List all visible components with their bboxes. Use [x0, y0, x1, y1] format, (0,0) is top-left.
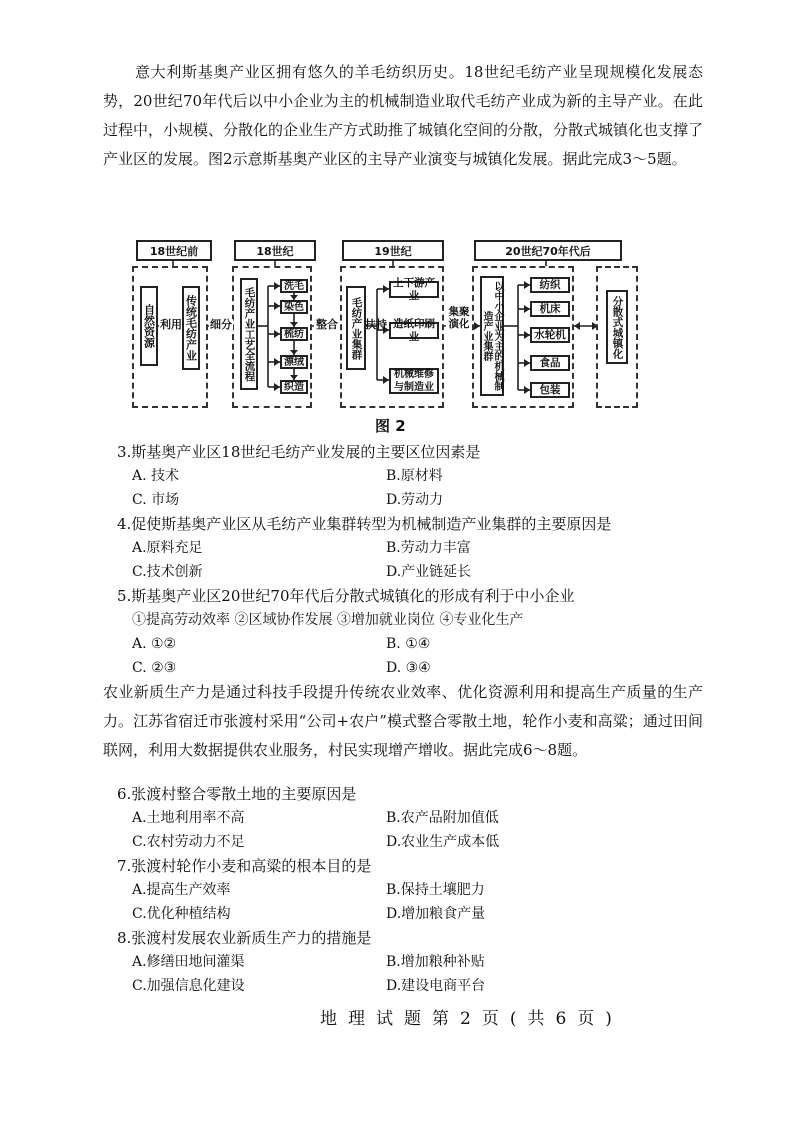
q5-option-d: D. ③④: [386, 660, 431, 676]
c20-food: 食品: [530, 355, 570, 371]
question-7: 7.张渡村轮作小麦和高粱的根本目的是: [117, 857, 372, 875]
q6-option-d: D.农业生产成本低: [386, 834, 500, 850]
question-6: 6.张渡村整合零散土地的主要原因是: [117, 785, 357, 803]
c19-paper: 造纸印刷业: [389, 322, 439, 339]
machinery-cluster-box: 以中小企业为主的机械制造产业集群: [480, 276, 504, 396]
q7-option-a: A.提高生产效率: [132, 882, 231, 898]
step-bleach: 漂绒: [280, 355, 308, 369]
figure-2-diagram: [0, 0, 800, 430]
page-footer: 地理试题第2页(共6页): [320, 1009, 623, 1029]
c20-packaging: 包装: [530, 382, 570, 398]
q6-option-c: C.农村劳动力不足: [132, 834, 245, 850]
q7-option-c: C.优化种植结构: [132, 906, 231, 922]
use-label: 利用: [160, 318, 182, 331]
support-label: 扶持: [365, 318, 387, 331]
traditional-industry-box: 传统毛纺产业: [182, 286, 200, 370]
header-before-18c: 18世纪前: [136, 240, 212, 261]
step-spin: 梳纺: [280, 327, 308, 341]
step-wash: 洗毛: [280, 279, 308, 293]
craft-process-box: 毛纺产业工艺全流程: [240, 278, 258, 390]
q5-option-c: C. ②③: [132, 660, 177, 676]
q4-option-c: C.技术创新: [132, 564, 203, 580]
header-19c: 19世纪: [342, 240, 444, 261]
step-dye: 染色: [280, 300, 308, 314]
question-3: 3.斯基奥产业区18世纪毛纺产业发展的主要区位因素是: [117, 443, 481, 461]
header-18c: 18世纪: [234, 240, 316, 261]
q5-option-b: B. ①④: [386, 636, 431, 652]
q5-sub-items: ①提高劳动效率 ②区域协作发展 ③增加就业岗位 ④专业化生产: [132, 612, 524, 628]
intro-paragraph-2: 农业新质生产力是通过科技手段提升传统农业效率、优化资源利用和提高生产质量的生产力。江苏省宿迁市张渡村采用“公司+农户”模式整合零散土地，轮作小麦和高粱；通过田间联网，利用大数据提供农业服务，村民实现增产增收。据此完成6～8题。: [103, 683, 703, 759]
c19-upstream: 上下游产业: [389, 281, 439, 298]
question-4: 4.促使斯基奥产业区从毛纺产业集群转型为机械制造产业集群的主要原因是: [117, 515, 612, 533]
q5-option-a: A. ①②: [132, 636, 177, 652]
figure-caption: 图 2: [375, 417, 406, 435]
q3-option-c: C. 市场: [132, 492, 180, 508]
c20-turbine: 水轮机: [530, 327, 570, 343]
subdivide-label: 细分: [210, 318, 232, 331]
c19-machinery: 机械维修与制造业: [389, 368, 439, 394]
q8-option-b: B.增加粮种补贴: [386, 954, 485, 970]
q4-option-a: A.原料充足: [132, 540, 203, 556]
q4-option-b: B.劳动力丰富: [386, 540, 471, 556]
c20-textile: 纺织: [530, 277, 570, 293]
q7-option-b: B.保持土壤肥力: [386, 882, 485, 898]
q8-option-d: D.建设电商平台: [386, 978, 486, 994]
q3-option-b: B.原材料: [386, 468, 443, 484]
evolve-label: 集聚演化: [446, 306, 472, 330]
q6-option-b: B.农产品附加值低: [386, 810, 499, 826]
cluster-box: 毛纺产业集群: [346, 286, 366, 370]
c20-machine-tool: 机床: [530, 301, 570, 317]
natural-resources-box: 自然资源: [140, 286, 158, 366]
q3-option-d: D.劳动力: [386, 492, 444, 508]
question-8: 8.张渡村发展农业新质生产力的措施是: [117, 929, 372, 947]
integrate-label: 整合: [316, 318, 338, 331]
decentral-urbanization-box: 分散式城镇化: [606, 290, 628, 364]
q8-option-c: C.加强信息化建设: [132, 978, 245, 994]
q6-option-a: A.土地利用率不高: [132, 810, 245, 826]
q7-option-d: D.增加粮食产量: [386, 906, 486, 922]
step-weave: 织造: [280, 380, 308, 394]
header-20c: 20世纪70年代后: [474, 240, 622, 261]
intro-paragraph-1: 意大利斯基奥产业区拥有悠久的羊毛纺织历史。18世纪毛纺产业呈现规模化发展态势，20世纪70年代后以中小企业为主的机械制造业取代毛纺产业成为新的主导产业。在此过程中，小规模、分散化的企业生产方式助推了城镇化空间的分散，分散式城镇化也支撑了产业区的发展。图2示意斯基奥产业区的主导产业演变与城镇化发展。据此完成3～5题。: [103, 63, 704, 168]
q3-option-a: A. 技术: [132, 468, 180, 484]
q4-option-d: D.产业链延长: [386, 564, 472, 580]
question-5: 5.斯基奥产业区20世纪70年代后分散式城镇化的形成有利于中小企业: [117, 587, 575, 605]
q8-option-a: A.修缮田地间灌渠: [132, 954, 245, 970]
